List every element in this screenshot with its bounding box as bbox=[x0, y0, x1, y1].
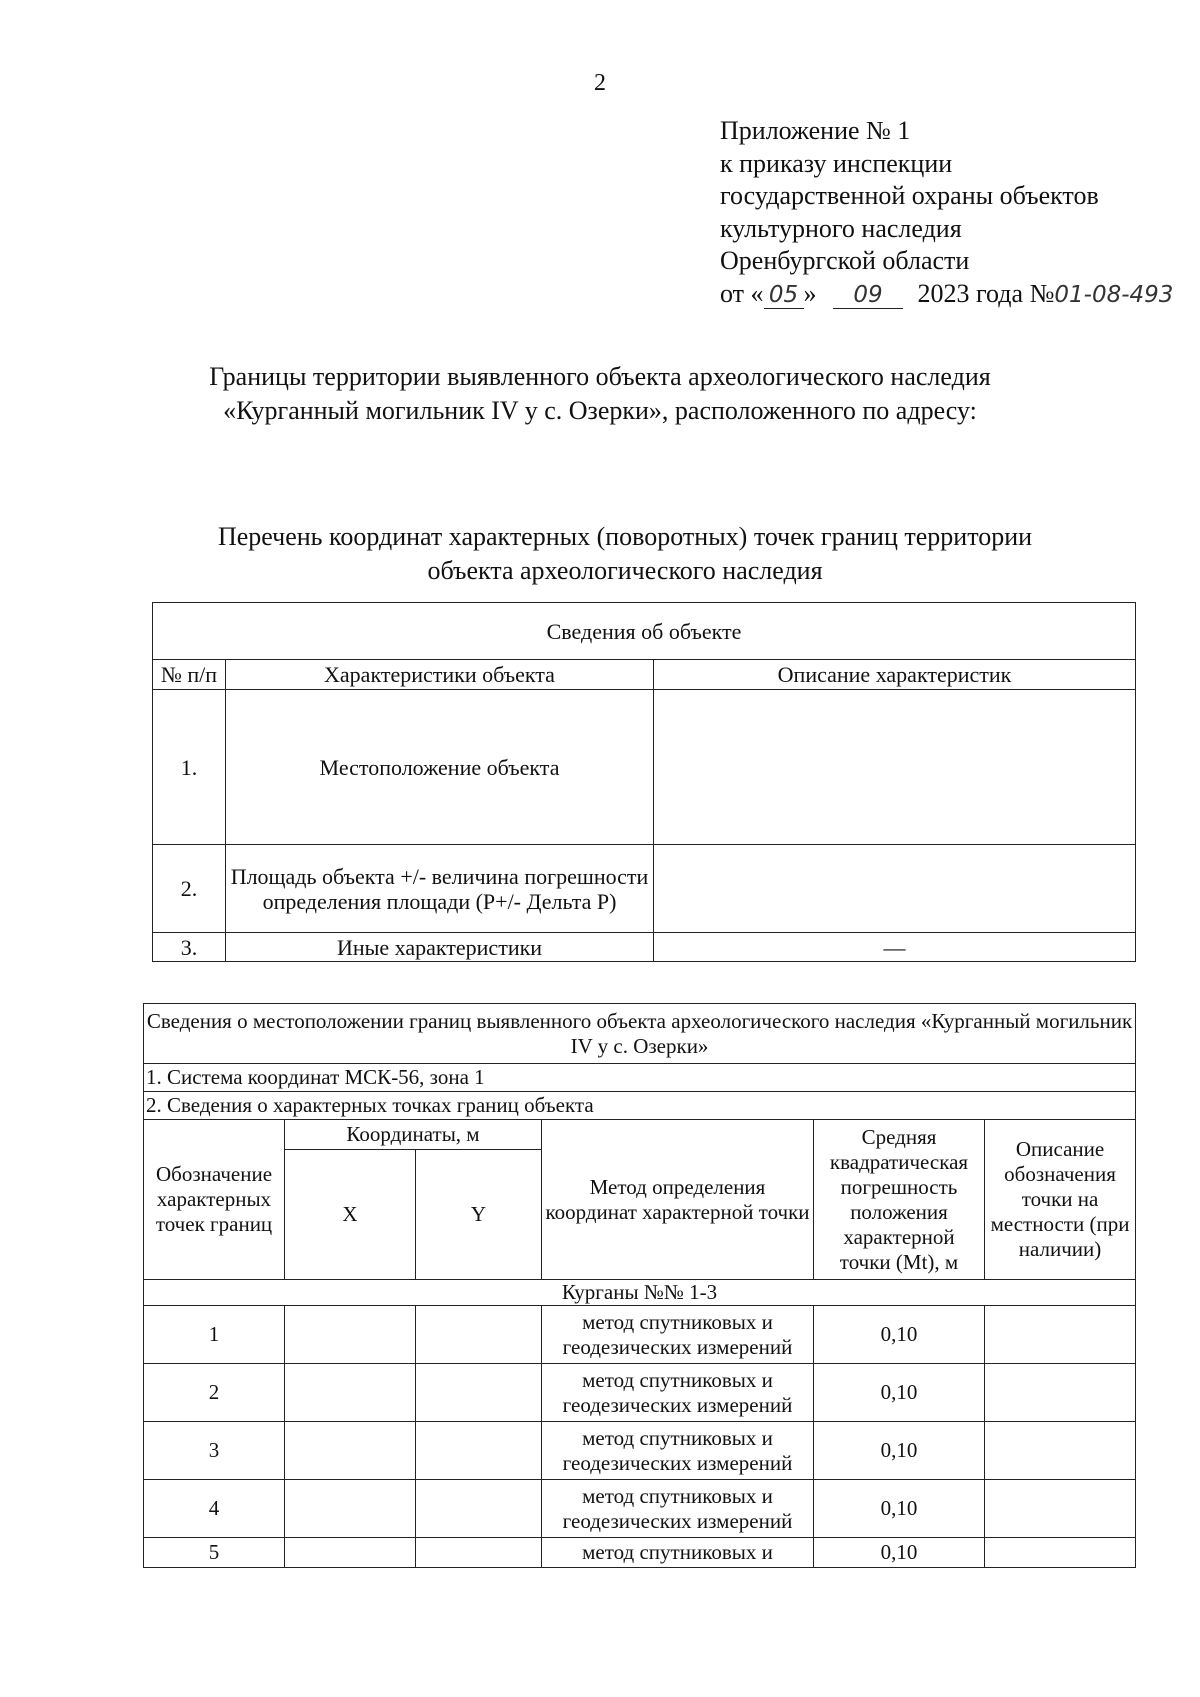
header-error: Средняя квадратическая погрешность положения характерной точки (Mt), м bbox=[814, 1120, 985, 1280]
boundary-points-table bbox=[143, 1003, 1136, 1568]
header-y: Y bbox=[416, 1150, 542, 1280]
characteristic-description bbox=[654, 690, 1136, 845]
appendix-header bbox=[720, 115, 1176, 310]
row-number: 2. bbox=[153, 845, 226, 933]
column-header: Характеристики объекта bbox=[226, 660, 654, 690]
point-x bbox=[285, 1364, 416, 1422]
title-line: Границы территории выявленного объекта археологического наследия bbox=[209, 362, 991, 391]
appendix-line: Оренбургской области bbox=[720, 246, 970, 275]
appendix-line: Приложение № 1 bbox=[720, 116, 911, 145]
point-x bbox=[285, 1422, 416, 1480]
table-row bbox=[144, 1480, 1136, 1538]
characteristic-name: Местоположение объекта bbox=[226, 690, 654, 845]
point-description bbox=[985, 1538, 1136, 1568]
point-method: метод спутниковых и геодезических измерений bbox=[542, 1480, 814, 1538]
point-method: метод спутниковых и геодезических измерений bbox=[542, 1306, 814, 1364]
column-header: Описание характеристик bbox=[654, 660, 1136, 690]
point-id: 4 bbox=[144, 1480, 285, 1538]
order-date-line bbox=[720, 278, 1176, 311]
title-line: «Курганный могильник IV у с. Озерки», расположенного по адресу: bbox=[223, 396, 977, 425]
date-year: 2023 года № bbox=[917, 278, 1055, 308]
point-x bbox=[285, 1306, 416, 1364]
point-error: 0,10 bbox=[814, 1422, 985, 1480]
page-number: 2 bbox=[594, 70, 606, 96]
appendix-line: государственной охраны объектов bbox=[720, 181, 1099, 210]
point-method: метод спутниковых и bbox=[542, 1538, 814, 1568]
group-title: Курганы №№ 1-3 bbox=[144, 1280, 1136, 1306]
header-coordinates: Координаты, м bbox=[285, 1120, 542, 1150]
appendix-line: к приказу инспекции bbox=[720, 148, 953, 178]
point-id: 5 bbox=[144, 1538, 285, 1568]
point-y bbox=[416, 1422, 542, 1480]
subtitle-line: Перечень координат характерных (поворотных) точек границ территории bbox=[217, 522, 1033, 551]
row-number: 1. bbox=[153, 690, 226, 845]
appendix-line: культурного наследия bbox=[720, 213, 962, 243]
table-caption: Сведения о местоположении границ выявленного объекта археологического наследия «Курганный могильник IV у с. Озерки» bbox=[144, 1004, 1136, 1064]
date-mid: » bbox=[803, 278, 817, 308]
row-number: 3. bbox=[153, 933, 226, 962]
point-id: 1 bbox=[144, 1306, 285, 1364]
handwritten-day: 05 bbox=[764, 282, 804, 309]
coordinates-list-title bbox=[150, 520, 1100, 588]
table-row bbox=[144, 1538, 1136, 1568]
header-x: X bbox=[285, 1150, 416, 1280]
point-method: метод спутниковых и геодезических измерений bbox=[542, 1364, 814, 1422]
column-header: № п/п bbox=[153, 660, 226, 690]
point-error: 0,10 bbox=[814, 1480, 985, 1538]
point-id: 2 bbox=[144, 1364, 285, 1422]
handwritten-month: 09 bbox=[833, 282, 903, 309]
table-row bbox=[144, 1306, 1136, 1364]
handwritten-order-number: 01-08-493 bbox=[1054, 281, 1174, 308]
characteristic-name: Иные характеристики bbox=[226, 933, 654, 962]
table-row bbox=[144, 1364, 1136, 1422]
characteristic-name: Площадь объекта +/- величина погрешности определения площади (Р+/- Дельта Р) bbox=[226, 845, 654, 933]
coordinate-system: 1. Система координат МСК-56, зона 1 bbox=[144, 1064, 1136, 1092]
point-description bbox=[985, 1364, 1136, 1422]
object-info-table bbox=[152, 602, 1136, 962]
point-description bbox=[985, 1480, 1136, 1538]
point-description bbox=[985, 1306, 1136, 1364]
characteristic-description bbox=[654, 845, 1136, 933]
table-caption: Сведения об объекте bbox=[153, 603, 1136, 660]
point-y bbox=[416, 1364, 542, 1422]
point-description bbox=[985, 1422, 1136, 1480]
subtitle-line: объекта археологического наследия bbox=[427, 556, 823, 585]
point-error: 0,10 bbox=[814, 1538, 985, 1568]
points-section-title: 2. Сведения о характерных точках границ объекта bbox=[144, 1092, 1136, 1120]
document-title bbox=[150, 360, 1050, 428]
header-method: Метод определения координат характерной точки bbox=[542, 1120, 814, 1280]
point-error: 0,10 bbox=[814, 1364, 985, 1422]
header-point-label: Обозначение характерных точек границ bbox=[144, 1120, 285, 1280]
date-prefix: от « bbox=[720, 278, 764, 308]
point-error: 0,10 bbox=[814, 1306, 985, 1364]
point-y bbox=[416, 1480, 542, 1538]
point-id: 3 bbox=[144, 1422, 285, 1480]
point-y bbox=[416, 1306, 542, 1364]
point-x bbox=[285, 1538, 416, 1568]
point-method: метод спутниковых и геодезических измерений bbox=[542, 1422, 814, 1480]
table-row bbox=[144, 1422, 1136, 1480]
point-y bbox=[416, 1538, 542, 1568]
characteristic-description: — bbox=[654, 933, 1136, 962]
point-x bbox=[285, 1480, 416, 1538]
header-description: Описание обозначения точки на местности (при наличии) bbox=[985, 1120, 1136, 1280]
